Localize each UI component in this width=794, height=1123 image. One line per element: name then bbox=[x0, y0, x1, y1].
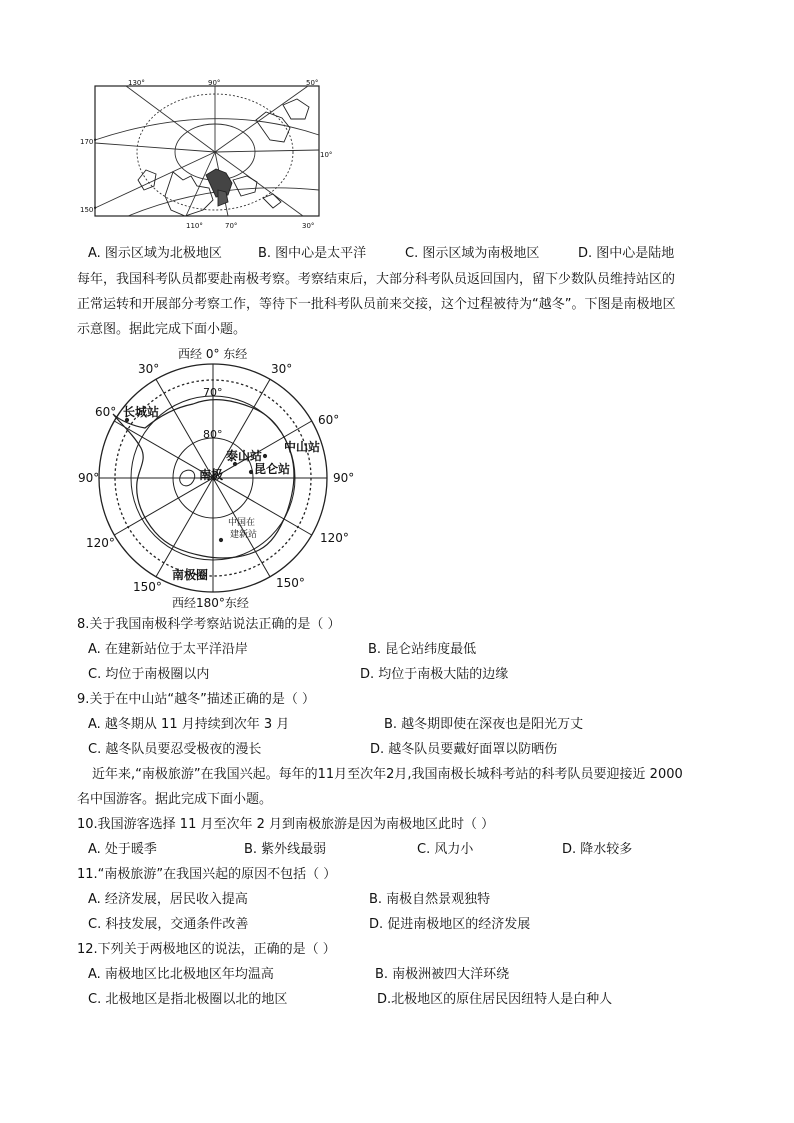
map1-label-90: 90° bbox=[208, 79, 221, 87]
map1-label-170: 170° bbox=[80, 138, 97, 146]
q12-option-c: C. 北极地区是指北极圈以北的地区 bbox=[88, 992, 288, 1007]
passage2-line1: 近年来,“南极旅游”在我国兴起。每年的11月至次年2月,我国南极长城科考站的科考队员要迎接近 2000 bbox=[92, 767, 683, 782]
q10-option-c: C. 风力小 bbox=[417, 842, 474, 857]
map2-lat-80: 80° bbox=[203, 428, 223, 441]
station-new-line2: 建新站 bbox=[230, 530, 258, 540]
passage1-line3: 示意图。据此完成下面小题。 bbox=[77, 322, 247, 337]
passage2-line2: 名中国游客。据此完成下面小题。 bbox=[77, 792, 273, 807]
q8-option-d: D. 均位于南极大陆的边缘 bbox=[360, 667, 509, 682]
map1-label-30b: 30° bbox=[302, 222, 315, 230]
map1-label-10: 10° bbox=[320, 151, 333, 159]
map2-lon-150-w: 150° bbox=[133, 580, 162, 594]
q8-stem: 8.关于我国南极科学考察站说法正确的是（ ） bbox=[77, 617, 341, 632]
station-new-line1: 中国在 bbox=[228, 518, 256, 528]
map2-lon-60-w: 60° bbox=[95, 405, 117, 419]
map2-lon-30-w: 30° bbox=[138, 362, 160, 376]
q9-option-c: C. 越冬队员要忍受极夜的漫长 bbox=[88, 742, 262, 757]
map1-label-150: 150° bbox=[80, 206, 97, 214]
q11-option-d: D. 促进南极地区的经济发展 bbox=[369, 917, 531, 932]
q12-option-d: D.北极地区的原住居民因纽特人是白种人 bbox=[377, 992, 613, 1007]
q11-option-c: C. 科技发展，交通条件改善 bbox=[88, 917, 249, 932]
map1-label-110: 110° bbox=[186, 222, 203, 230]
passage1-line1: 每年，我国科考队员都要赴南极考察。考察结束后，大部分科考队员返回国内，留下少数队员维持站区的 bbox=[77, 272, 676, 287]
q10-stem: 10.我国游客选择 11 月至次年 2 月到南极旅游是因为南极地区此时（ ） bbox=[77, 817, 495, 832]
map2-lon-120-e: 120° bbox=[320, 531, 349, 545]
q9-option-b: B. 越冬期即使在深夜也是阳光万丈 bbox=[384, 717, 584, 732]
map2-bottom-label: 西经180°东经 bbox=[172, 596, 249, 610]
q10-option-b: B. 紫外线最弱 bbox=[244, 842, 327, 857]
map2-lon-90-e: 90° bbox=[333, 471, 355, 485]
map1-label-50: 50° bbox=[306, 79, 319, 87]
antarctic-circle-label: 南极圈 bbox=[172, 568, 209, 582]
map2-lon-60-e: 60° bbox=[318, 413, 340, 427]
station-changcheng: 长城站 bbox=[123, 405, 160, 419]
polar-map-1 bbox=[78, 80, 328, 220]
map1-label-130: 130° bbox=[128, 79, 145, 87]
map2-lon-150-e: 150° bbox=[276, 576, 305, 590]
q10-option-a: A. 处于暖季 bbox=[88, 842, 157, 857]
map2-pole-label: 南极 bbox=[199, 468, 224, 482]
option-b: B. 图中心是太平洋 bbox=[258, 246, 367, 261]
q12-option-a: A. 南极地区比北极地区年均温高 bbox=[88, 967, 274, 982]
q9-option-a: A. 越冬期从 11 月持续到次年 3 月 bbox=[88, 717, 290, 732]
map2-top-label: 西经 0° 东经 bbox=[178, 347, 248, 361]
map2-lon-120-w: 120° bbox=[86, 536, 115, 550]
q11-stem: 11.“南极旅游”在我国兴起的原因不包括（ ） bbox=[77, 867, 337, 882]
q11-option-a: A. 经济发展，居民收入提高 bbox=[88, 892, 248, 907]
q9-stem: 9.关于在中山站“越冬”描述正确的是（ ） bbox=[77, 692, 316, 707]
q8-option-b: B. 昆仑站纬度最低 bbox=[368, 642, 477, 657]
map2-lon-30-e: 30° bbox=[271, 362, 293, 376]
station-zhongshan: 中山站 bbox=[284, 440, 321, 454]
map2-lat-70: 70° bbox=[203, 386, 223, 399]
q10-option-d: D. 降水较多 bbox=[562, 842, 633, 857]
option-c: C. 图示区域为南极地区 bbox=[405, 246, 540, 261]
q12-option-b: B. 南极洲被四大洋环绕 bbox=[375, 967, 510, 982]
q8-option-c: C. 均位于南极圈以内 bbox=[88, 667, 210, 682]
station-taishan: 泰山站 bbox=[226, 449, 263, 463]
map2-lon-90-w: 90° bbox=[78, 471, 100, 485]
option-a: A. 图示区域为北极地区 bbox=[88, 246, 222, 261]
station-kunlun: 昆仑站 bbox=[254, 462, 291, 476]
map1-label-70: 70° bbox=[225, 222, 238, 230]
q9-option-d: D. 越冬队员要戴好面罩以防晒伤 bbox=[370, 742, 558, 757]
q11-option-b: B. 南极自然景观独特 bbox=[369, 892, 491, 907]
q12-stem: 12.下列关于两极地区的说法，正确的是（ ） bbox=[77, 942, 336, 957]
q8-option-a: A. 在建新站位于太平洋沿岸 bbox=[88, 642, 248, 657]
option-d: D. 图中心是陆地 bbox=[578, 246, 675, 261]
passage1-line2: 正常运转和开展部分考察工作，等待下一批科考队员前来交接，这个过程被待为“越冬”。下图是南极地区 bbox=[77, 297, 676, 312]
